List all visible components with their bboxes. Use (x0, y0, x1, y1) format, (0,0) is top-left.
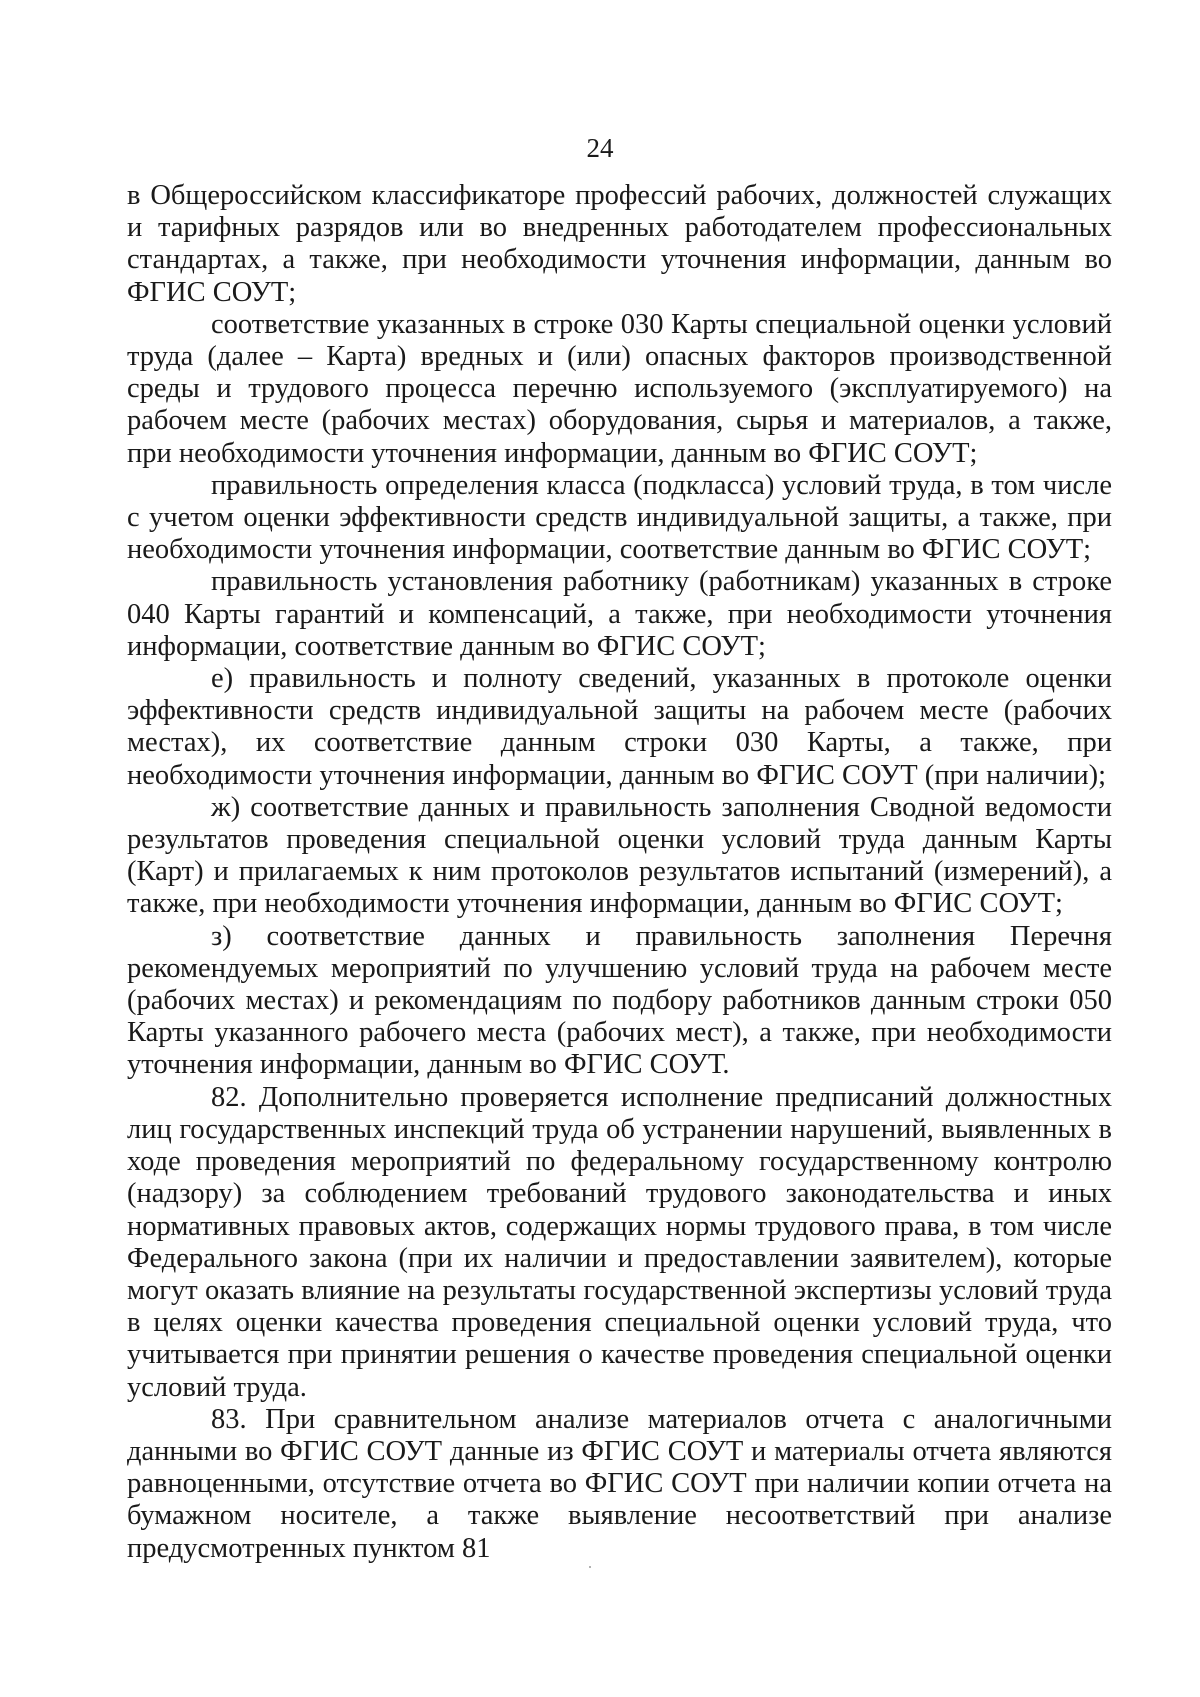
document-body (127, 180, 1112, 1565)
page-number: 24 (586, 133, 614, 163)
paragraph-item-zh: ж) соответствие данных и правильность заполнения Сводной ведомости результатов проведения специальной оценки условий труда данным Карты (Карт) и прилагаемых к ним протоколов результатов испытаний (измерений), а также, при необходимости уточнения информации, данным во ФГИС СОУТ; (127, 791, 1112, 920)
scan-speck (589, 1566, 591, 1568)
paragraph-factors-compliance: соответствие указанных в строке 030 Карты специальной оценки условий труда (далее – Карта) вредных и (или) опасных факторов производственной среды и трудового процесса перечню используемого (эксплуатируемого) на рабочем месте (рабочих местах) оборудования, сырья и материалов, а также, при необходимости уточнения информации, данным во ФГИС СОУТ; (127, 308, 1112, 469)
paragraph-item-z: з) соответствие данных и правильность заполнения Перечня рекомендуемых мероприятий по улучшению условий труда на рабочем месте (рабочих местах) и рекомендациям по подбору работников данным строки 050 Карты указанного рабочего места (рабочих мест), а также, при необходимости уточнения информации, данным во ФГИС СОУТ. (127, 920, 1112, 1081)
paragraph-82: 82. Дополнительно проверяется исполнение предписаний должностных лиц государственных инспекций труда об устранении нарушений, выявленных в ходе проведения мероприятий по федеральному государственному контролю (надзору) за соблюдением требований трудового законодательства и иных нормативных правовых актов, содержащих нормы трудового права, в том числе Федерального закона (при их наличии и предоставлении заявителем), которые могут оказать влияние на результаты государственной экспертизы условий труда в целях оценки качества проведения специальной оценки условий труда, что учитывается при принятии решения о качестве проведения специальной оценки условий труда. (127, 1081, 1112, 1403)
paragraph-classifier-continuation: в Общероссийском классификаторе профессий рабочих, должностей служащих и тарифных разрядов или во внедренных работодателем профессиональных стандартах, а также, при необходимости уточнения информации, данным во ФГИС СОУТ; (127, 180, 1112, 308)
paragraph-83: 83. При сравнительном анализе материалов отчета с аналогичными данными во ФГИС СОУТ данные из ФГИС СОУТ и материалы отчета являются равноценными, отсутствие отчета во ФГИС СОУТ при наличии копии отчета на бумажном носителе, а также выявление несоответствий при анализе предусмотренных пунктом 81 (127, 1403, 1112, 1564)
paragraph-item-e: е) правильность и полноту сведений, указанных в протоколе оценки эффективности средств индивидуальной защиты на рабочем месте (рабочих местах), их соответствие данным строки 030 Карты, а также, при необходимости уточнения информации, данным во ФГИС СОУТ (при наличии); (127, 663, 1112, 791)
paragraph-guarantees-compensations: правильность установления работнику (работникам) указанных в строке 040 Карты гарантий и компенсаций, а также, при необходимости уточнения информации, соответствие данным во ФГИС СОУТ; (127, 566, 1112, 662)
paragraph-class-determination: правильность определения класса (подкласса) условий труда, в том числе с учетом оценки эффективности средств индивидуальной защиты, а также, при необходимости уточнения информации, соответствие данным во ФГИС СОУТ; (127, 469, 1112, 566)
